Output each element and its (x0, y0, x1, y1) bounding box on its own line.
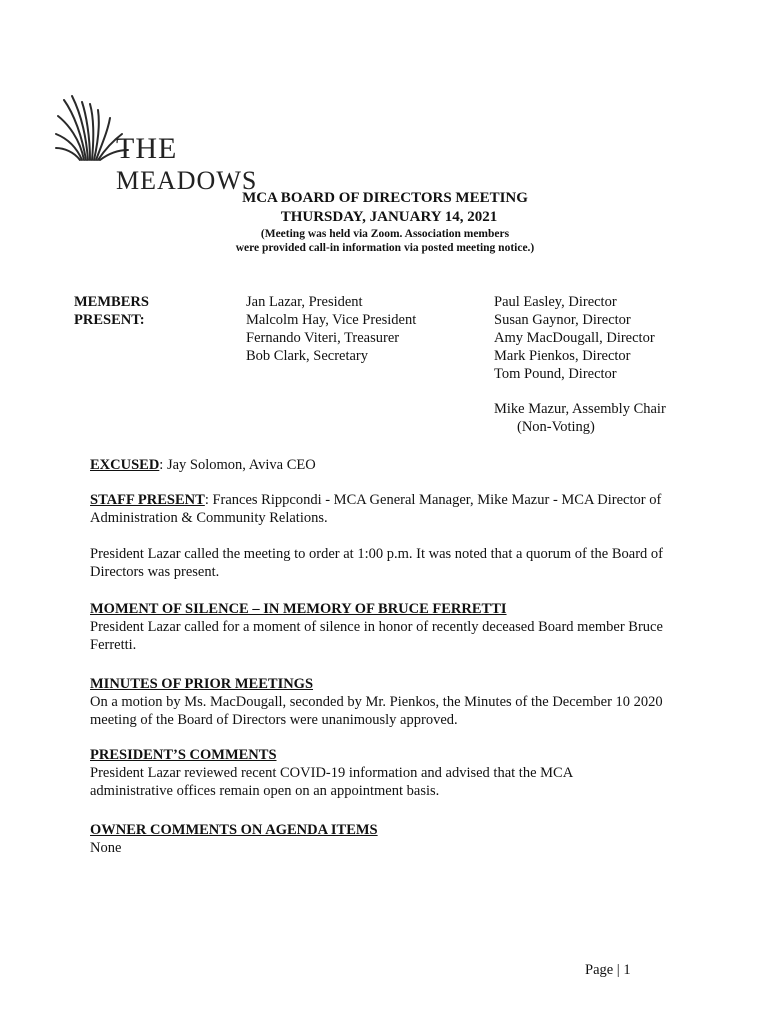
member-item: Paul Easley, Director (494, 294, 617, 310)
member-item: Susan Gaynor, Director (494, 312, 631, 328)
staff-present (90, 491, 690, 527)
members-label-line2: PRESENT: (74, 312, 145, 328)
section-owner-comments (90, 821, 690, 857)
section-body: President Lazar reviewed recent COVID-19 information and advised that the MCA administrative offices remain open on an appointment basis. (90, 765, 573, 799)
section-heading: MINUTES OF PRIOR MEETINGS (90, 676, 314, 692)
members-directors-list (494, 293, 655, 383)
meadows-logo (54, 94, 304, 195)
logo-meadows: MEADOWS (116, 166, 258, 195)
section-prior-minutes (90, 675, 690, 729)
member-item: Fernando Viteri, Treasurer (246, 330, 400, 346)
section-heading: OWNER COMMENTS ON AGENDA ITEMS (90, 822, 378, 838)
section-body: President Lazar called for a moment of silence in honor of recently deceased Board member Bruce Ferretti. (90, 619, 663, 653)
section-heading: PRESIDENT’S COMMENTS (90, 747, 277, 763)
member-item: Malcolm Hay, Vice President (246, 312, 417, 328)
page-number: Page | 1 (585, 962, 631, 978)
excused-text: : Jay Solomon, Aviva CEO (159, 457, 316, 473)
excused-line (90, 456, 690, 474)
assembly-chair-note: (Non-Voting) (517, 419, 595, 435)
section-moment-of-silence (90, 600, 690, 654)
members-label-line1: MEMBERS (74, 294, 149, 310)
section-body: None (90, 840, 122, 856)
member-item: Jan Lazar, President (246, 294, 363, 310)
member-item: Bob Clark, Secretary (246, 348, 369, 364)
meeting-note-line1: (Meeting was held via Zoom. Association members (260, 228, 510, 240)
call-to-order: President Lazar called the meeting to order at 1:00 p.m. It was noted that a quorum of the Board of Directors was present. (90, 546, 663, 580)
section-body: On a motion by Ms. MacDougall, seconded by Mr. Pienkos, the Minutes of the December 10 2020 meeting of the Board of Directors were unanimously approved. (90, 694, 663, 728)
logo-the: THE (116, 132, 178, 165)
meeting-note-line2: were provided call-in information via posted meeting notice.) (235, 242, 535, 254)
members-officers-list (246, 293, 416, 365)
logo-wordmark (116, 132, 304, 196)
section-heading: MOMENT OF SILENCE – IN MEMORY OF BRUCE FERRETTI (90, 601, 507, 617)
meeting-date: THURSDAY, JANUARY 14, 2021 (280, 209, 498, 225)
staff-text: : Frances Rippcondi - MCA General Manager, Mike Mazur - MCA Director of Administration & Community Relations. (90, 492, 662, 526)
member-item: Amy MacDougall, Director (494, 330, 655, 346)
section-presidents-comments (90, 746, 690, 800)
member-item: Tom Pound, Director (494, 366, 617, 382)
meeting-title: MCA BOARD OF DIRECTORS MEETING (242, 190, 528, 206)
excused-label: EXCUSED (90, 457, 160, 473)
assembly-chair: Mike Mazur, Assembly Chair (494, 401, 666, 417)
staff-label: STAFF PRESENT (90, 492, 205, 508)
members-label (74, 293, 149, 329)
member-item: Mark Pienkos, Director (494, 348, 631, 364)
